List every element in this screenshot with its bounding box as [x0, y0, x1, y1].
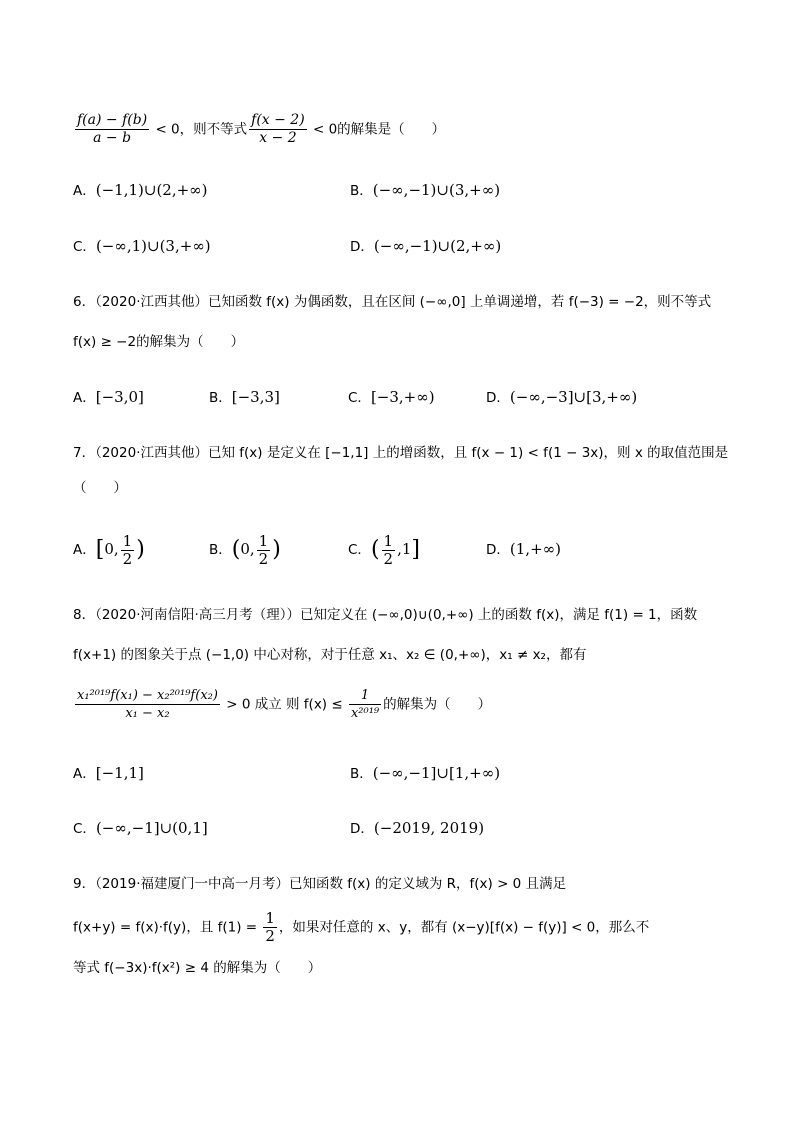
q7-stem-line2: （ ）: [73, 480, 127, 496]
q9-stem-line2: [73, 910, 649, 946]
option-label: A．: [73, 390, 96, 406]
q9-line2-start: f(x+y) = f(x)·f(y)，且 f(1) =: [73, 919, 262, 936]
q8-stem-line2: f(x+1) 的图象关于点 (−1,0) 中心对称，对于任意 x₁、x₂ ∈ (0,+∞)，x₁ ≠ x₂，都有: [73, 647, 587, 663]
option-value: (−1,1)∪(2,+∞): [95, 181, 208, 199]
q6-option-a[interactable]: [73, 387, 144, 408]
q7-option-c[interactable]: [348, 530, 420, 569]
option-label: D．: [350, 239, 374, 255]
option-label: D．: [486, 542, 510, 558]
fraction-numerator: 1: [265, 909, 275, 927]
option-value: (−∞,−1)∪(3,+∞): [372, 181, 501, 199]
option-label: B．: [209, 390, 232, 406]
half-fraction: [121, 533, 135, 568]
option-label: D．: [350, 821, 374, 837]
option-label: C．: [348, 390, 371, 406]
interval-end: ,1: [397, 540, 412, 558]
option-value: [−3,3]: [231, 388, 280, 406]
fraction-numerator: 1: [258, 531, 269, 550]
q6-stem-line1: 6．（2020·江西其他）已知函数 f(x) 为偶函数，且在区间 (−∞,0] 上单调递增，若 f(−3) = −2，则不等式: [73, 294, 712, 310]
option-value: (1,+∞): [509, 540, 561, 558]
q5-option-d[interactable]: [350, 236, 501, 257]
q8-option-c[interactable]: [73, 818, 208, 839]
interval-start: 0,: [240, 540, 255, 558]
option-label: C．: [73, 239, 96, 255]
option-label: B．: [350, 766, 373, 782]
q6-option-b[interactable]: [209, 387, 280, 408]
option-label: A．: [73, 183, 96, 199]
q8-tail: 的解集为（ ）: [383, 696, 492, 713]
fraction-denominator: 2: [122, 549, 133, 568]
q6-option-d[interactable]: [486, 387, 637, 408]
bracket: (: [231, 537, 241, 562]
option-value: (−∞,−1]∪(0,1]: [95, 819, 208, 837]
q5-cond-denominator: a − b: [93, 130, 132, 146]
q7-stem-line1: 7．（2020·江西其他）已知 f(x) 是定义在 [−1,1] 上的增函数，且 f(x − 1) < f(1 − 3x)，则 x 的取值范围是: [73, 445, 729, 461]
option-label: D．: [486, 390, 510, 406]
option-value: (−∞,−1)∪(2,+∞): [373, 237, 502, 255]
fraction-numerator: 1: [122, 531, 133, 550]
q6-option-c[interactable]: [348, 387, 435, 408]
option-value: [−3,+∞): [370, 388, 435, 406]
q5-cond-numerator: f(a) − f(b): [77, 112, 148, 128]
q8-option-a[interactable]: [73, 763, 144, 784]
q9-half-fraction: [263, 910, 277, 945]
option-value: [−3,0]: [95, 388, 144, 406]
half-fraction: [382, 533, 396, 568]
option-value: (−∞,1)∪(3,+∞): [95, 237, 211, 255]
option-value: [−1,1]: [95, 764, 144, 782]
q5-stem: [73, 112, 445, 152]
q8-frac-numerator: x₁²⁰¹⁹f(x₁) − x₂²⁰¹⁹f(x₂): [77, 688, 218, 703]
q8-condition-fraction: [75, 687, 220, 722]
q5-ineq-tail: < 0的解集是（ ）: [308, 121, 446, 138]
q8-stem-line3: [73, 687, 491, 727]
q8-rhs-numerator: 1: [349, 687, 381, 705]
q5-option-c[interactable]: [73, 236, 211, 257]
q8-rhs-denominator: x²⁰¹⁹: [350, 706, 380, 721]
q5-cond-tail: < 0，则不等式: [151, 121, 248, 138]
option-label: C．: [73, 821, 96, 837]
q8-stem-line1: 8．（2020·河南信阳·高三月考（理））已知定义在 (−∞,0)∪(0,+∞) 上的函数 f(x)，满足 f(1) = 1，函数: [73, 607, 698, 623]
q9-line2-end: ，如果对任意的 x、y，都有 (x−y)[f(x) − f(y)] < 0，那么不: [278, 919, 650, 936]
fraction-denominator: 2: [258, 549, 269, 568]
q7-option-d[interactable]: [486, 539, 561, 560]
half-fraction: [257, 533, 271, 568]
q8-option-b[interactable]: [350, 763, 500, 784]
option-label: A．: [73, 766, 96, 782]
q5-ineq-numerator: f(x − 2): [251, 112, 305, 128]
q9-stem-line3: 等式 f(−3x)·f(x²) ≥ 4 的解集为（ ）: [73, 960, 322, 976]
q5-inequality-fraction: [249, 112, 307, 147]
q5-option-b[interactable]: [350, 180, 500, 201]
fraction-denominator: 2: [265, 927, 275, 945]
bracket: ): [136, 537, 145, 562]
q5-ineq-denominator: x − 2: [259, 130, 297, 146]
q8-rhs-fraction: [349, 687, 381, 722]
interval-start: 0,: [104, 540, 119, 558]
q8-option-d[interactable]: [350, 818, 484, 839]
bracket: ]: [411, 537, 420, 562]
bracket: [: [95, 537, 105, 562]
q7-option-a[interactable]: [73, 530, 145, 569]
option-value: (−2019, 2019): [373, 819, 485, 837]
option-label: C．: [348, 542, 371, 558]
q7-option-b[interactable]: [209, 530, 281, 569]
fraction-numerator: 1: [383, 531, 394, 550]
q5-condition-fraction: [75, 112, 149, 147]
option-label: B．: [350, 183, 373, 199]
q8-frac-denominator: x₁ − x₂: [125, 706, 170, 721]
bracket: (: [370, 537, 380, 562]
q9-stem-line1: 9．（2019·福建厦门一中高一月考）已知函数 f(x) 的定义域为 R，f(x) > 0 且满足: [73, 876, 567, 892]
q6-stem-line2: f(x) ≥ −2的解集为（ ）: [73, 334, 245, 350]
option-label: B．: [209, 542, 232, 558]
q5-option-a[interactable]: [73, 180, 208, 201]
bracket: ): [272, 537, 281, 562]
option-value: (−∞,−1]∪[1,+∞): [372, 764, 501, 782]
fraction-denominator: 2: [383, 549, 394, 568]
option-value: (−∞,−3]∪[3,+∞): [509, 388, 638, 406]
q8-mid-text: > 0 成立 则 f(x) ≤: [221, 696, 347, 713]
option-label: A．: [73, 542, 96, 558]
